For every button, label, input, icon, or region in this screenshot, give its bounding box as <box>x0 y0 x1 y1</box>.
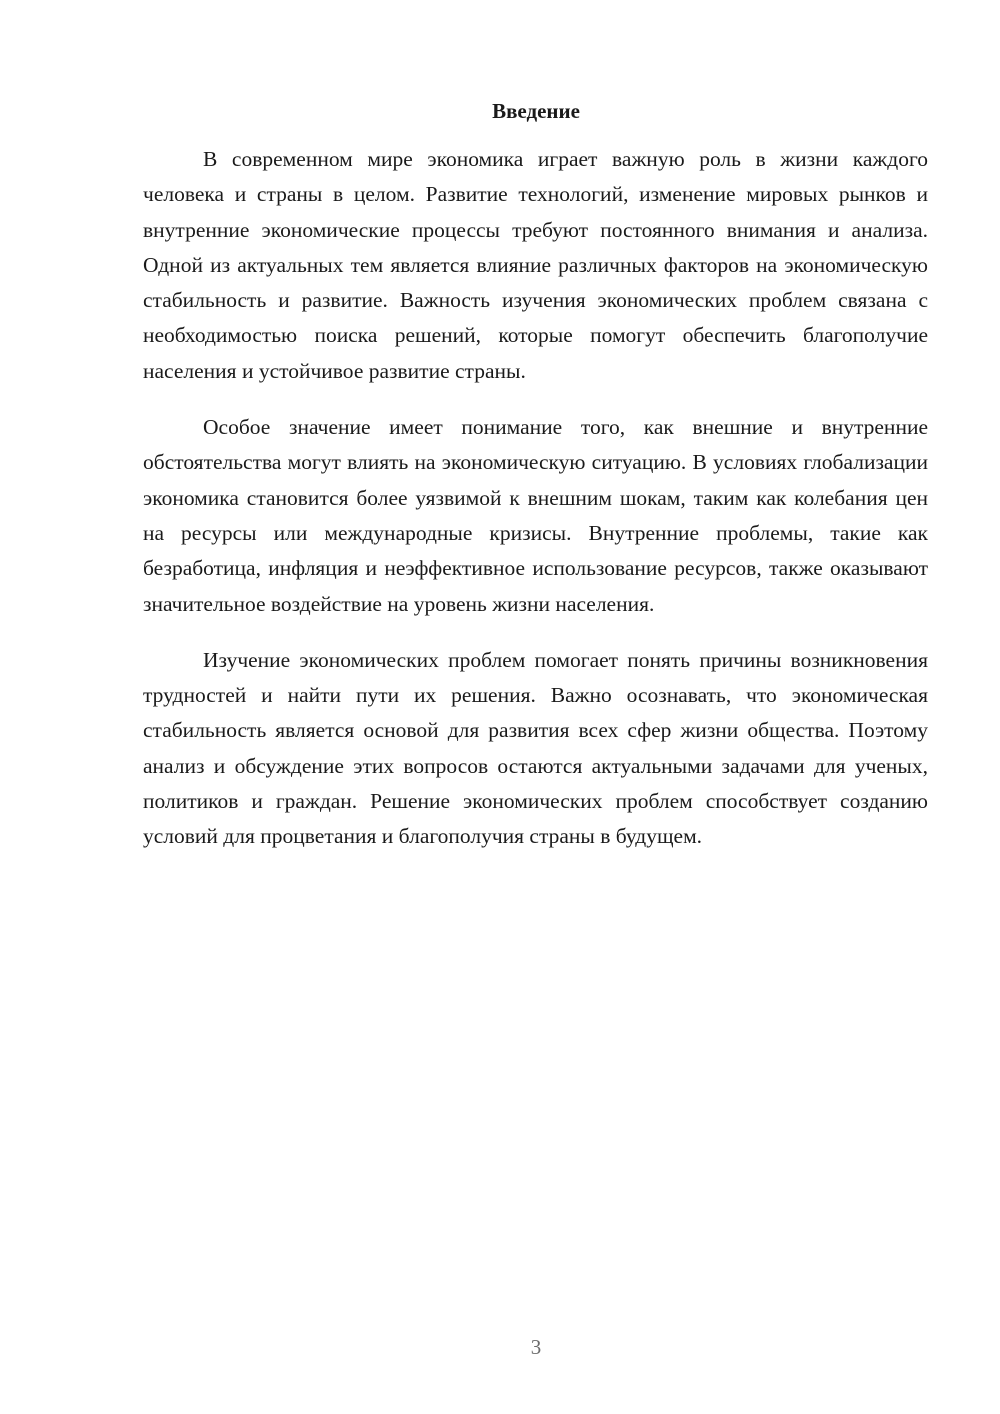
section-heading: Введение <box>492 99 580 123</box>
paragraph-2: Особое значение имеет понимание того, как внешние и внутренние обстоятельства могут влиять на экономическую ситуацию. В условиях глобализации экономика становится более уязвимой к внешним шокам, таким как колебания цен на ресурсы или международные кризисы. Внутренние проблемы, такие как безработица, инфляция и неэффективное использование ресурсов, также оказывают значительное воздействие на уровень жизни населения. <box>143 415 928 616</box>
paragraph-1: В современном мире экономика играет важную роль в жизни каждого человека и страны в целом. Развитие технологий, изменение мировых рынков и внутренние экономические процессы требуют постоянного внимания и анализа. Одной из актуальных тем является влияние различных факторов на экономическую стабильность и развитие. Важность изучения экономических проблем связана с необходимостью поиска решений, которые помогут обеспечить благополучие населения и устойчивое развитие страны. <box>143 147 928 383</box>
paragraph-3: Изучение экономических проблем помогает понять причины возникновения трудностей и найти пути их решения. Важно осознавать, что экономическая стабильность является основой для развития всех сфер жизни общества. Поэтому анализ и обсуждение этих вопросов остаются актуальными задачами для ученых, политиков и граждан. Решение экономических проблем способствует созданию условий для процветания и благополучия страны в будущем. <box>143 647 928 849</box>
page-number: 3 <box>530 1335 542 1359</box>
body-text <box>143 142 928 855</box>
